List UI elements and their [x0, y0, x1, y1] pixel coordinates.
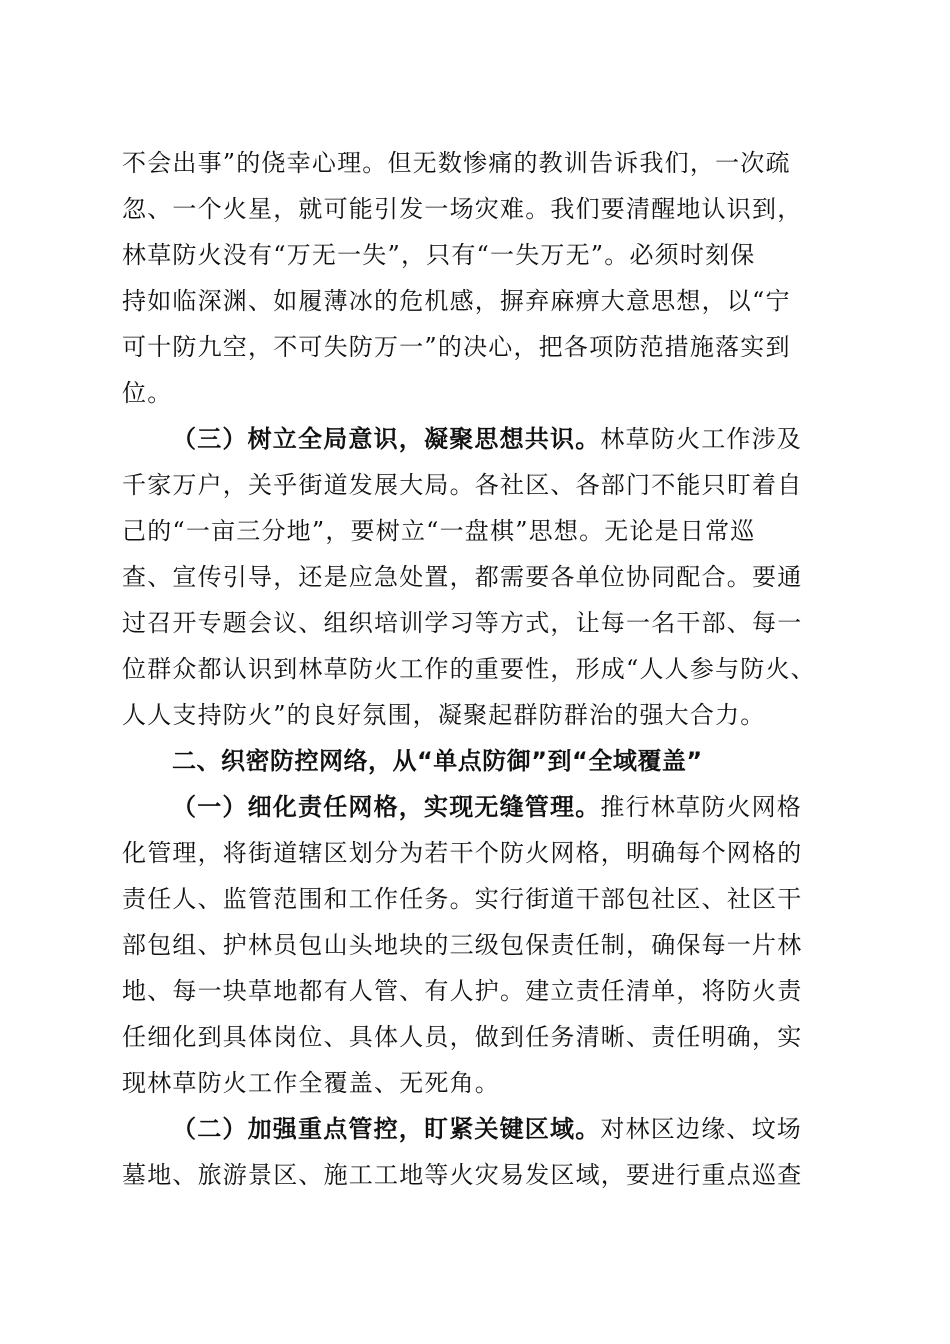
- text-line: 化管理，将街道辖区划分为若干个防火网格，明确每个网格的: [122, 839, 803, 867]
- paragraph-first-line: [172, 792, 832, 822]
- text-line: 林草防火没有“万无一失”，只有“一失万无”。必须时刻保: [122, 241, 756, 269]
- text-line: 墓地、旅游景区、施工工地等火灾易发区域，要进行重点巡查: [122, 1161, 803, 1189]
- text-line: 责任人、监管范围和工作任务。实行街道干部包社区、社区干: [122, 885, 803, 913]
- text-span: 推行林草防火网格: [600, 793, 803, 821]
- text-line: 不会出事”的侥幸心理。但无数惨痛的教训告诉我们，一次疏: [122, 149, 791, 177]
- text-line: 部包组、护林员包山头地块的三级包保责任制，确保每一片林: [122, 931, 803, 959]
- text-line: 任细化到具体岗位、具体人员，做到任务清晰、责任明确，实: [122, 1023, 803, 1051]
- text-line: 忽、一个火星，就可能引发一场灾难。我们要清醒地认识到，: [122, 195, 803, 223]
- text-line: 现林草防火工作全覆盖、无死角。: [122, 1069, 500, 1097]
- text-line: 查、宣传引导，还是应急处置，都需要各单位协同配合。要通: [122, 563, 803, 591]
- subsection-heading: （三）树立全局意识，凝聚思想共识。: [172, 424, 601, 453]
- text-line: 千家万户，关乎街道发展大局。各社区、各部门不能只盯着自: [122, 471, 803, 499]
- text-line: 地、每一块草地都有人管、有人护。建立责任清单，将防火责: [122, 977, 803, 1005]
- text-line: 位群众都认识到林草防火工作的重要性，形成“人人参与防火、: [122, 655, 816, 683]
- text-span: 对林区边缘、坟场: [600, 1115, 803, 1143]
- text-line: 持如临深渊、如履薄冰的危机感，摒弃麻痹大意思想，以“宁: [122, 287, 791, 315]
- subsection-heading: （一）细化责任网格，实现无缝管理。: [172, 792, 601, 821]
- text-line: 人人支持防火”的良好氛围，凝聚起群防群治的强大合力。: [122, 701, 766, 729]
- paragraph-first-line: [172, 1114, 832, 1144]
- section-heading: 二、织密防控网络，从“单点防御”到“全域覆盖”: [172, 747, 703, 775]
- text-line: 过召开专题会议、组织培训学习等方式，让每一名干部、每一: [122, 609, 803, 637]
- paragraph-first-line: [172, 424, 832, 454]
- text-line: 位。: [122, 379, 173, 407]
- text-line: 己的“一亩三分地”，要树立“一盘棋”思想。无论是日常巡: [122, 517, 756, 545]
- text-line: 可十防九空，不可失防万一”的决心，把各项防范措施落实到: [122, 333, 791, 361]
- subsection-heading: （二）加强重点管控，盯紧关键区域。: [172, 1114, 601, 1143]
- text-span: 林草防火工作涉及: [600, 425, 803, 453]
